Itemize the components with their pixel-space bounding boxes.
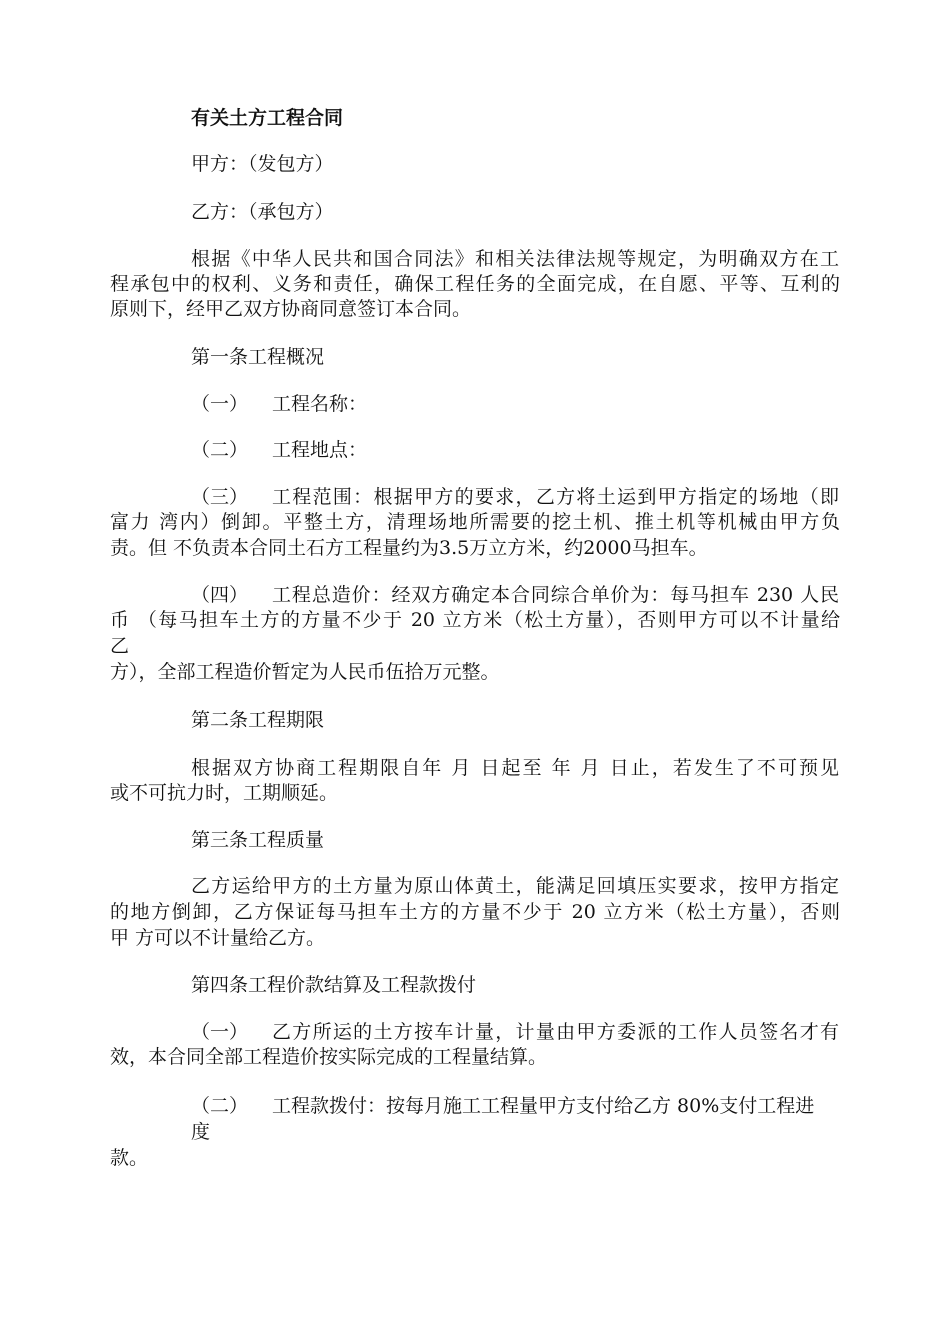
article-1-item-3-line-2: 富力 湾内）倒卸。平整土方，清理场地所需要的挖土机、推土机等机械由甲方负 — [110, 511, 840, 533]
article-1-item-4-number: （四） — [191, 584, 249, 606]
article-4-item-1-number: （一） — [191, 1021, 249, 1043]
article-4-item-1-line-1: 乙方所运的土方按车计量，计量由甲方委派的工作人员签名才有 — [272, 1021, 839, 1043]
article-4-item-1-line-2: 效，本合同全部工程造价按实际完成的工程量结算。 — [110, 1046, 548, 1068]
article-1-item-4-line-4: 方），全部工程造价暂定为人民币伍拾万元整。 — [110, 661, 500, 683]
preamble-line-1: 根据《中华人民共和国合同法》和相关法律法规等规定，为明确双方在工 — [191, 248, 839, 270]
article-1-item-1-number: （一） — [191, 393, 249, 415]
party-a-line: 甲方：（发包方） — [191, 153, 334, 175]
article-4-item-2-number: （二） — [191, 1095, 249, 1117]
article-3-line-1: 乙方运给甲方的土方量为原山体黄土，能满足回填压实要求，按甲方指定 — [191, 875, 839, 897]
article-2-line-2: 或不可抗力时，工期顺延。 — [110, 782, 339, 804]
article-1-item-2-number: （二） — [191, 439, 249, 461]
article-1-item-3-number: （三） — [191, 486, 249, 508]
article-3-line-2: 的地方倒卸，乙方保证每马担车土方的方量不少于 20 立方米（松土方量），否则 — [110, 901, 840, 923]
article-4-heading: 第四条工程价款结算及工程款拨付 — [191, 974, 477, 996]
party-b-line: 乙方：（承包方） — [191, 201, 334, 223]
article-1-item-4-line-3: 乙 — [110, 635, 130, 657]
preamble-line-3: 原则下，经甲乙双方协商同意签订本合同。 — [110, 298, 472, 320]
document-title: 有关土方工程合同 — [191, 107, 344, 129]
article-4-item-2-line-1: 工程款拨付：按每月施工工程量甲方支付给乙方 80%支付工程进 — [272, 1095, 815, 1117]
article-1-item-4-line-2: 币 （每马担车土方的方量不少于 20 立方米（松土方量），否则甲方可以不计量给 — [110, 609, 840, 631]
article-1-item-4-line-1: 工程总造价：经双方确定本合同综合单价为：每马担车 230 人民 — [272, 584, 839, 606]
article-4-item-2-line-2: 度 — [191, 1121, 211, 1143]
article-4-item-2-line-3: 款。 — [110, 1147, 149, 1169]
article-1-item-3-line-3: 责。但 不负责本合同土石方工程量约为3.5万立方米，约2000马担车。 — [110, 537, 708, 559]
article-3-line-3: 甲 方可以不计量给乙方。 — [110, 927, 326, 949]
article-2-line-1: 根据双方协商工程期限自年 月 日起至 年 月 日止，若发生了不可预见 — [191, 757, 839, 779]
preamble-line-2: 程承包中的权利、义务和责任，确保工程任务的全面完成，在自愿、平等、互利的 — [110, 273, 840, 295]
article-1-item-1-text: 工程名称： — [272, 393, 368, 415]
article-3-heading: 第三条工程质量 — [191, 829, 325, 851]
article-1-heading: 第一条工程概况 — [191, 346, 325, 368]
article-2-heading: 第二条工程期限 — [191, 709, 325, 731]
article-1-item-3-line-1: 工程范围：根据甲方的要求，乙方将土运到甲方指定的场地（即 — [272, 486, 839, 508]
article-1-item-2-text: 工程地点： — [272, 439, 368, 461]
